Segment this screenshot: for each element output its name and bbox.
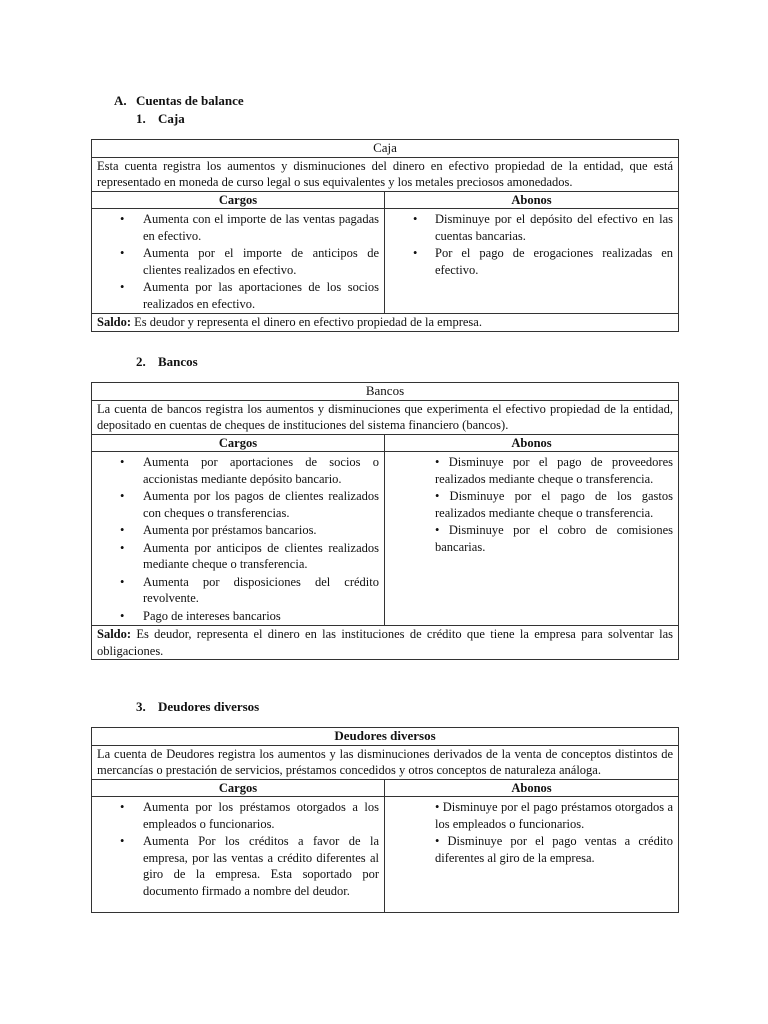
cargos-header: Cargos	[92, 434, 385, 452]
abonos-header: Abonos	[385, 191, 679, 209]
list-item: • Aumenta por anticipos de clientes realizados mediante cheque o transferencia.	[97, 540, 379, 573]
account-number: 2.	[136, 354, 146, 369]
cargos-header: Cargos	[92, 779, 385, 797]
account-heading-deudores	[136, 699, 259, 715]
saldo-label: Saldo:	[97, 315, 132, 329]
saldo-text: Es deudor y representa el dinero en efectivo propiedad de la empresa.	[131, 315, 482, 329]
bullet-icon: •	[435, 834, 440, 848]
abonos-cell	[385, 797, 679, 913]
account-number: 3.	[136, 699, 146, 714]
bullet-icon: •	[435, 489, 440, 503]
list-item: • Disminuye por el pago ventas a crédito diferentes al giro de la empresa.	[435, 834, 674, 865]
account-heading-text: Bancos	[158, 354, 198, 369]
bullet-icon: •	[435, 800, 440, 814]
bullet-icon: •	[435, 455, 440, 469]
account-table-caja	[91, 139, 679, 332]
table-description: La cuenta de bancos registra los aumentos y disminuciones que experimenta el efectivo propiedad de la entidad, depositado en cuentas de cheques de instituciones del sistema financiero (bancos).	[92, 400, 679, 434]
table-title: Deudores diversos	[92, 728, 679, 746]
list-item: • Por el pago de erogaciones realizadas en efectivo.	[390, 245, 673, 278]
bullet-icon: •	[435, 523, 440, 537]
section-heading	[114, 93, 244, 109]
table-description: La cuenta de Deudores registra los aumentos y las disminuciones derivados de la venta de conceptos distintos de mercancías o prestación de servicios, préstamos concedidos y otros conceptos de naturaleza análoga.	[92, 745, 679, 779]
list-item: • Aumenta Por los créditos a favor de la empresa, por las ventas a crédito diferentes al giro de la empresa. Esta soportado por documento firmado a nombre del deudor.	[97, 833, 379, 899]
table-description: Esta cuenta registra los aumentos y disminuciones del dinero en efectivo propiedad de la entidad, que está representado en moneda de curso legal o sus equivalentes y los metales preciosos amonedados.	[92, 157, 679, 191]
cargos-cell	[92, 209, 385, 314]
list-item: • Aumenta por las aportaciones de los socios realizados en efectivo.	[97, 279, 379, 312]
account-heading-text: Deudores diversos	[158, 699, 260, 714]
abonos-header: Abonos	[385, 779, 679, 797]
account-heading-text: Caja	[158, 111, 185, 126]
list-item: • Disminuye por el pago de los gastos realizados mediante cheque o transferencia.	[435, 489, 673, 520]
saldo-text: Es deudor, representa el dinero en las instituciones de crédito que tiene la empresa para solventar las obligaciones.	[97, 627, 673, 658]
list-item: • Aumenta por los pagos de clientes realizados con cheques o transferencias.	[97, 488, 379, 521]
list-item: • Aumenta por aportaciones de socios o accionistas mediante depósito bancario.	[97, 454, 379, 487]
saldo-row	[92, 626, 679, 660]
list-item: • Pago de intereses bancarios	[97, 608, 379, 625]
account-heading-caja	[136, 111, 185, 127]
list-item: • Aumenta por los préstamos otorgados a los empleados o funcionarios.	[97, 799, 379, 832]
list-item: • Aumenta por el importe de anticipos de clientes realizados en efectivo.	[97, 245, 379, 278]
list-item: • Disminuye por el cobro de comisiones bancarias.	[435, 523, 674, 554]
cargos-header: Cargos	[92, 191, 385, 209]
account-table-deudores	[91, 727, 679, 913]
list-item: • Disminuye por el depósito del efectivo en las cuentas bancarias.	[390, 211, 673, 244]
list-item: • Disminuye por el pago préstamos otorgados a los empleados o funcionarios.	[435, 800, 674, 831]
list-item: • Aumenta por préstamos bancarios.	[97, 522, 379, 539]
table-title: Caja	[92, 140, 679, 158]
table-title: Bancos	[92, 383, 679, 401]
abonos-cell	[385, 452, 679, 626]
abonos-header: Abonos	[385, 434, 679, 452]
saldo-row	[92, 314, 679, 332]
account-heading-bancos	[136, 354, 198, 370]
abonos-cell	[385, 209, 679, 314]
cargos-cell	[92, 797, 385, 913]
cargos-cell	[92, 452, 385, 626]
section-title: Cuentas de balance	[136, 93, 244, 108]
account-number: 1.	[136, 111, 146, 126]
account-table-bancos	[91, 382, 679, 660]
list-item: • Aumenta con el importe de las ventas pagadas en efectivo.	[97, 211, 379, 244]
saldo-label: Saldo:	[97, 627, 132, 641]
section-letter: A.	[114, 93, 127, 108]
list-item: • Aumenta por disposiciones del crédito revolvente.	[97, 574, 379, 607]
list-item: • Disminuye por el pago de proveedores realizados mediante cheque o transferencia.	[435, 455, 673, 486]
